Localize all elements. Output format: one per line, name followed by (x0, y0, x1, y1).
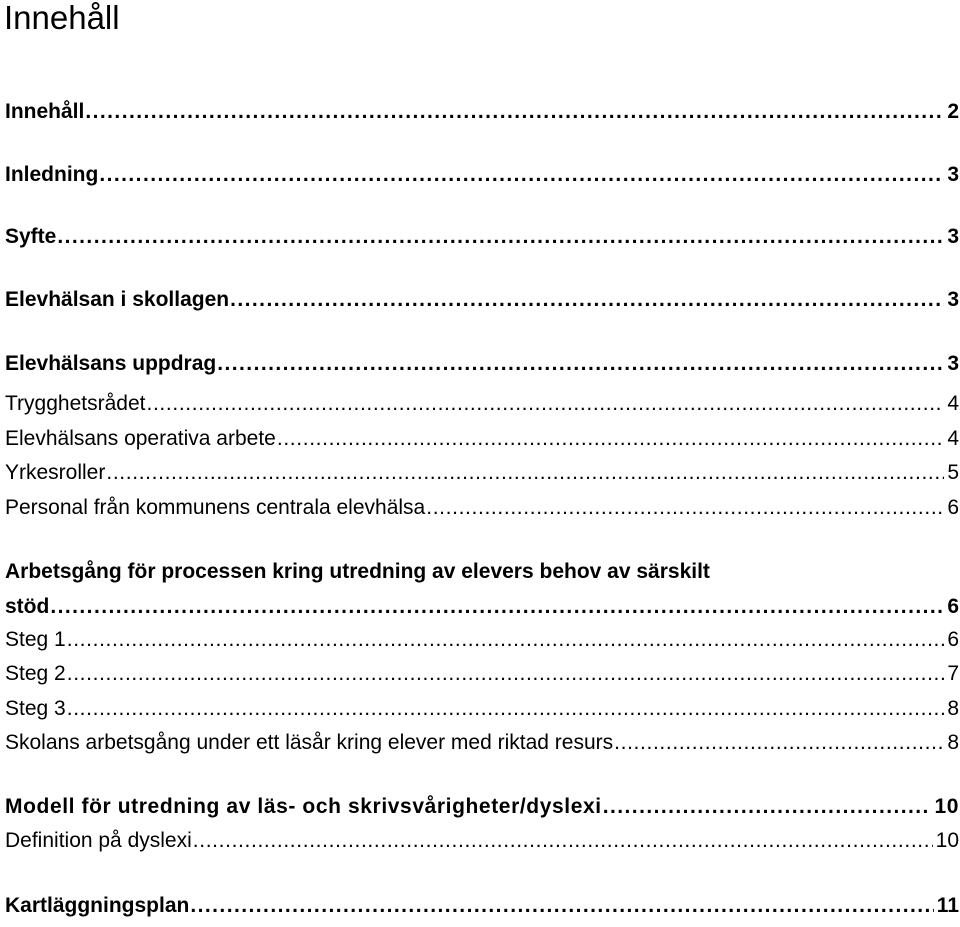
toc-entry-steg-3[interactable] (5, 694, 959, 724)
toc-entry-title: Trygghetsrådet (5, 392, 146, 415)
toc-entry-trygghetsradet[interactable] (5, 389, 959, 419)
toc-entry-definition-dyslexi[interactable] (5, 826, 959, 856)
toc-dot-leader (603, 792, 932, 822)
toc-dot-leader (217, 349, 944, 379)
toc-dot-leader (85, 97, 944, 127)
toc-entry-arbetsgang[interactable] (5, 592, 959, 622)
toc-entry-operativa-arbete[interactable] (5, 424, 959, 454)
toc-page-number: 2 (947, 100, 959, 123)
toc-dot-leader (426, 493, 944, 523)
toc-entry-title: Yrkesroller (5, 461, 106, 484)
toc-entry-title: Kartläggningsplan (5, 894, 190, 917)
toc-dot-leader (57, 222, 944, 252)
toc-entry-innehall[interactable] (5, 97, 959, 127)
toc-page-number: 6 (947, 628, 959, 651)
toc-page-number: 8 (947, 697, 959, 720)
toc-entry-elevhalsans-uppdrag[interactable] (5, 349, 959, 379)
toc-dot-leader (67, 625, 945, 655)
toc-dot-leader (277, 424, 944, 454)
toc-dot-leader (106, 458, 944, 488)
toc-dot-leader (50, 592, 944, 622)
toc-page-number: 3 (947, 352, 959, 375)
toc-page-number: 11 (936, 894, 959, 917)
toc-entry-title: Syfte (5, 225, 57, 248)
toc-entry-steg-1[interactable] (5, 625, 959, 655)
toc-entry-title: Skolans arbetsgång under ett läsår kring elever med riktad resurs (5, 731, 614, 754)
toc-entry-riktad-resurs[interactable] (5, 728, 959, 758)
toc-page-number: 8 (947, 731, 959, 754)
toc-entry-title: Steg 2 (5, 662, 66, 685)
toc-page-number: 5 (947, 461, 959, 484)
toc-entry-title: Innehåll (5, 100, 85, 123)
toc-entry-title: Elevhälsans operativa arbete (5, 427, 276, 450)
toc-page-number: 4 (947, 427, 959, 450)
toc-page-number: 3 (947, 225, 959, 248)
toc-entry-title: Steg 1 (5, 628, 66, 651)
toc-entry-arbetsgang-line1[interactable]: Arbetsgång för processen kring utredning av elevers behov av särskilt (5, 560, 710, 583)
toc-entry-title: Modell för utredning av läs- och skrivsvårigheter/dyslexi (5, 795, 602, 818)
toc-dot-leader (190, 891, 933, 921)
toc-entry-central-elevhalsa[interactable] (5, 493, 959, 523)
toc-page-number: 4 (947, 392, 959, 415)
toc-dot-leader (614, 728, 944, 758)
toc-dot-leader (99, 160, 944, 190)
toc-page-number: 6 (947, 595, 959, 618)
toc-entry-title: Personal från kommunens centrala elevhälsa (5, 496, 426, 519)
toc-entry-title: Elevhälsan i skollagen (5, 288, 230, 311)
toc-entry-title: Elevhälsans uppdrag (5, 352, 217, 375)
toc-page-number: 6 (947, 496, 959, 519)
toc-dot-leader (67, 659, 945, 689)
toc-entry-title: Steg 3 (5, 697, 66, 720)
toc-entry-syfte[interactable] (5, 222, 959, 252)
toc-entry-inledning[interactable] (5, 160, 959, 190)
toc-entry-title: Inledning (5, 163, 99, 186)
toc-entry-kartlaggningsplan[interactable] (5, 891, 959, 921)
toc-entry-elevhalsan-i-skollagen[interactable] (5, 285, 959, 315)
toc-page-number: 3 (947, 163, 959, 186)
page-title: Innehåll (4, 0, 120, 36)
toc-entry-title: stöd (5, 595, 50, 618)
toc-entry-title: Definition på dyslexi (5, 829, 192, 852)
toc-page-number: 7 (947, 662, 959, 685)
toc-entry-yrkesroller[interactable] (5, 458, 959, 488)
toc-entry-dyslexi-modell[interactable] (5, 792, 959, 822)
toc-page-number: 10 (935, 829, 959, 852)
toc-dot-leader (193, 826, 933, 856)
toc-page-number: 3 (947, 288, 959, 311)
toc-dot-leader (230, 285, 944, 315)
toc-dot-leader (67, 694, 945, 724)
toc-entry-steg-2[interactable] (5, 659, 959, 689)
toc-dot-leader (146, 389, 944, 419)
toc-page-number: 10 (934, 795, 959, 818)
